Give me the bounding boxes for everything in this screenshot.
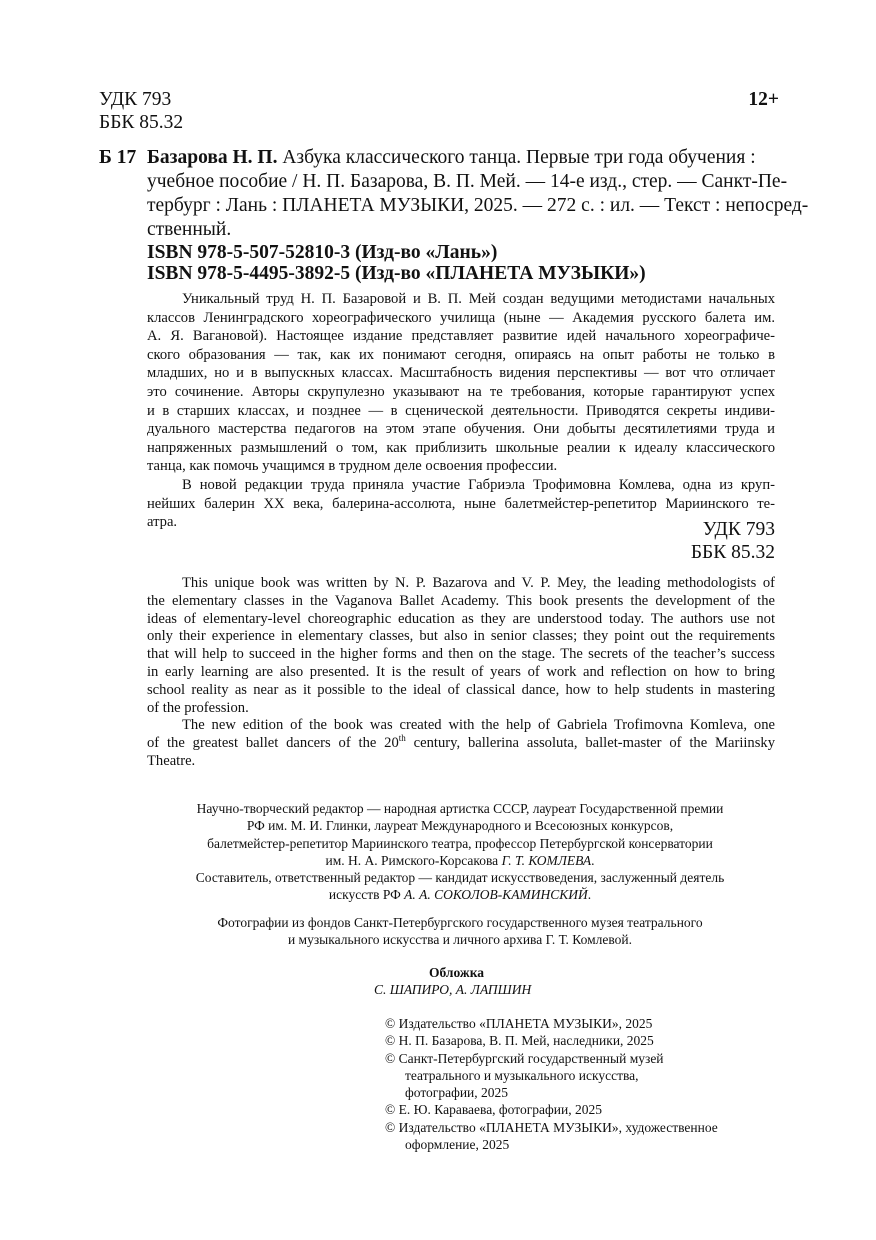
copyright-line: © Санкт-Петербургский государственный музей xyxy=(385,1050,664,1066)
copyright-line: фотографии, 2025 xyxy=(405,1085,509,1101)
bibliographic-line-4: ственный. xyxy=(147,219,232,240)
abstract-ru-line: нейших балерин XX века, балерина-ассолюта, ныне балетмейстер-репетитор Мариинского те- xyxy=(147,495,775,512)
compiler-name: А. А. СОКОЛОВ-КАМИНСКИЙ xyxy=(404,887,588,903)
bibliographic-record xyxy=(147,146,809,242)
copyright-line: © Издательство «ПЛАНЕТА МУЗЫКИ», художественное xyxy=(385,1119,718,1135)
abstract-en-line: The new edition of the book was created with the help of Gabriela Trofimovna Komleva, one xyxy=(182,717,775,734)
abstract-en-line: school reality as near as it possible to the ideal of classical dance, how to help students in mastering xyxy=(147,681,775,698)
abstract-en-line: that will help to succeed in the higher forms and then on the stage. The secrets of the teacher’s success xyxy=(147,646,775,663)
abstract-en-line: of the profession. xyxy=(147,699,249,716)
abstract-en-line: This unique book was written by N. P. Bazarova and V. P. Mey, the leading methodologists of xyxy=(182,575,775,591)
abstract-ru-line: это сочинение. Авторы скрупулезно указывают на те требования, которые гарантируют успех xyxy=(147,383,775,400)
editor-line: балетмейстер-репетитор Мариинского театра, профессор Петербургской консерватории xyxy=(207,835,713,851)
editor-credits xyxy=(140,800,780,904)
copyright-line: © Н. П. Базарова, В. П. Мей, наследники, 2025 xyxy=(385,1033,654,1049)
bibliographic-line-2: учебное пособие / Н. П. Базарова, В. П. Мей. — 14-е изд., стер. — Санкт-Пе- xyxy=(147,171,788,192)
header-udk: УДК 793 xyxy=(99,89,172,110)
bibliographic-line-3: тербург : Лань : ПЛАНЕТА МУЗЫКИ, 2025. — 272 с. : ил. — Текст : непосред- xyxy=(147,195,809,216)
classification-bbk: ББК 85.32 xyxy=(690,542,775,563)
abstract-ru-line: классов Ленинградского хореографического училища (ныне — Академия русского балета им. xyxy=(147,309,775,326)
compiler-line: искусств РФ А. А. СОКОЛОВ-КАМИНСКИЙ. xyxy=(328,887,592,903)
abstract-ru-line: В новой редакции труда приняла участие Габриэла Трофимовна Комлева, одна из круп- xyxy=(182,476,775,493)
abstract-ru-line: и в старших классах, и позднее — в сценической деятельности. Приводятся секреты индиви- xyxy=(147,402,775,419)
abstract-ru-line: ского образования — так, как их понимают сегодня, опираясь на опыт работы не только в xyxy=(147,346,775,363)
abstract-ru-line: танца, как помочь учащимся в трудном деле освоения профессии. xyxy=(147,458,558,475)
isbn-lan: ISBN 978-5-507-52810-3 (Изд-во «Лань») xyxy=(147,242,498,263)
copyright-line: театрального и музыкального искусства, xyxy=(405,1067,639,1083)
classification-udk: УДК 793 xyxy=(702,519,775,540)
abstract-en-line: in early learning are also presented. It is the result of years of work and reflection on how to bring xyxy=(147,663,775,680)
abstract-en xyxy=(147,575,775,771)
abstract-en-line: only their experience in elementary classes, but also in senior classes; they point out the requirements xyxy=(147,628,775,645)
header-bbk: ББК 85.32 xyxy=(99,112,184,133)
copyright-line: © Издательство «ПЛАНЕТА МУЗЫКИ», 2025 xyxy=(385,1016,653,1031)
age-rating: 12+ xyxy=(748,89,779,110)
editor-line: им. Н. А. Римского-Корсакова Г. Т. КОМЛЕВА. xyxy=(325,852,595,868)
photo-credits: Фотографии из фондов Санкт-Петербургского государственного музея театрального и музыкального искусства и личного архива Г. Т. Комлевой. xyxy=(217,915,703,948)
abstract-ru-line: А. Я. Вагановой). Настоящее издание представляет развитие идей начального хореографиче- xyxy=(147,328,775,345)
abstract-ru-line: младших, но и в выпускных классах. Масштабность видения перспективы — вот что отличает xyxy=(147,365,775,382)
compiler-line: Составитель, ответственный редактор — кандидат искусствоведения, заслуженный деятель xyxy=(195,870,725,886)
abstract-en-line: the elementary classes in the Vaganova Ballet Academy. This book presents the development of the xyxy=(147,592,775,609)
editor-line: Научно-творческий редактор — народная артистка СССР, лауреат Государственной премии xyxy=(196,801,724,816)
abstract-en-line: of the greatest ballet dancers of the 20th century, ballerina assoluta, ballet-master of the Mariinsky xyxy=(147,733,776,752)
abstract-ru-line: Уникальный труд Н. П. Базаровой и В. П. Мей создан ведущими методистами начальных xyxy=(182,291,775,307)
entry-index: Б 17 xyxy=(99,147,137,168)
abstract-ru-line: дуального мастерства педагогов на этом этапе обучения. Они добыты десятилетиями труда и xyxy=(147,421,775,438)
cover-names: С. ШАПИРО, А. ЛАПШИН xyxy=(374,982,532,997)
author-name: Базарова Н. П. xyxy=(147,147,278,168)
copyright-block xyxy=(385,1015,718,1153)
abstract-ru-line: напряженных размышлений о том, как приблизить школьные реалии к идеалу классического xyxy=(147,439,775,456)
cover-heading: Обложка xyxy=(429,965,485,980)
abstract-en-line: Theatre. xyxy=(147,752,196,769)
copyright-line: оформление, 2025 xyxy=(405,1137,510,1153)
abstract-ru xyxy=(147,290,775,532)
copyright-line: © Е. Ю. Караваева, фотографии, 2025 xyxy=(385,1102,602,1118)
abstract-en-line: ideas of elementary-level choreographic education as they are understood today. The authors use not xyxy=(147,610,775,627)
bibliographic-line-1: Базарова Н. П. Азбука классического танца. Первые три года обучения : xyxy=(147,147,756,168)
abstract-ru-line: атра. xyxy=(147,514,178,531)
editor-line: РФ им. М. И. Глинки, лауреат Международного и Всесоюзных конкурсов, xyxy=(246,818,674,834)
editor-name: Г. Т. КОМЛЕВА xyxy=(501,852,592,868)
isbn-planeta: ISBN 978-5-4495-3892-5 (Изд-во «ПЛАНЕТА МУЗЫКИ») xyxy=(147,263,646,284)
